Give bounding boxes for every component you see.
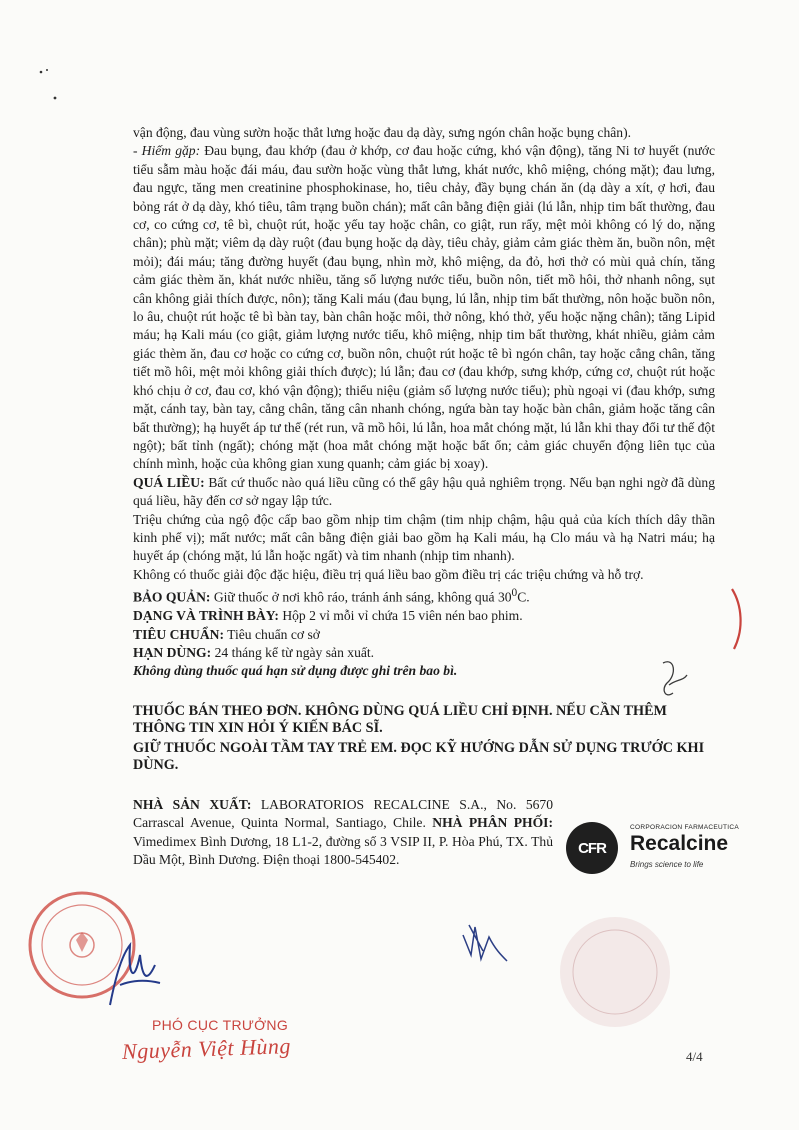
recalcine-logo — [566, 820, 740, 880]
rare-effects-paragraph: - Hiếm gặp: Đau bụng, đau khớp (đau ở khớp, cơ đau hoặc cứng, khó vận động), tăng Ni tơ huyết (nước tiểu sẫm màu hoặc đái máu, đau sườn hoặc vùng thắt lưng, khát nước, khô miệng, chóng mặt); đau lưng, đau ngực, tăng men creatinine phosphokinase, ho, tiêu chảy, đầy bụng chán ăn (dạ dày a xít, ợ hơi, đau bỏng rát ở dạ dày, khó tiêu, tâm trạng buồn chán); mất cân bằng điện giải (lú lẫn, nhịp tim bất thường, đau cơ, co cứng cơ, tê bì, chuột rút, hoặc yếu tay hoặc chân, co giật, run rẩy, mệt mỏi không có lý do, nặng chân); phù mặt; viêm dạ dày ruột (đau bụng hoặc dạ dày, tiêu chảy, giảm cảm giác thèm ăn, buồn nôn, mệt mỏi); đái máu; tăng đường huyết (đau bụng, nhìn mờ, khô miệng, da đỏ, hơi thở có mùi quả chín, tăng cảm giác thèm ăn, khát nước nhiều, tăng số lượng nước tiểu, buồn nôn, tiết mồ hôi, thở nhanh nông, sụt cân không giải thích được, nôn); tăng Kali máu (đau bụng, lú lẫn, nhịp tim bất thường, nôn hoặc buồn nôn, lo âu, chuột rút hoặc tê bì bàn tay, bàn chân hoặc môi, thở nông, khó thở, yếu hoặc nặng chân); tăng Lipid máu; hạ Kali máu (co giật, giảm lượng nước tiểu, khô miệng, nhịp tim bất thường, khát nhiều, giảm cảm giác thèm ăn, đau cơ hoặc co cứng cơ, buồn nôn, chuột rút hoặc tê bì ngón chân, tay hoặc cẳng chân, tăng tiết mồ hôi, mệt mỏi không giải thích được); lú lẫn; đau cơ (đau khớp, sưng khớp, cứng cơ, chuột rút hoặc khó chịu ở cơ, đau cơ, khó vận động); thiểu niệu (giảm số lượng nước tiểu); phù ngoại vi (đau khớp, sưng mặt, cánh tay, bàn tay, cẳng chân, tăng cân nhanh chóng, ngứa bàn tay hoặc bàn chân, giảm hoặc tăng cân bất thường); hạ huyết áp tư thế (rét run, vã mồ hôi, lú lẫn, hoa mắt chóng mặt, lú lẫn khi thay đổi tư thế đột ngột); bất tỉnh (ngất); chóng mặt (hoa mắt chóng mặt hoặc bất ổn; cảm giác chuyển động liên tục của chính mình, hoặc của không gian xung quanh; cảm giác bị xoay). — [133, 143, 715, 472]
handwritten-signature — [455, 915, 515, 975]
storage-paragraph: BẢO QUẢN: Giữ thuốc ở nơi khô ráo, tránh ánh sáng, không quá $30^0C$. — [133, 587, 530, 605]
expiry-paragraph: HẠN DÙNG: 24 tháng kể từ ngày sản xuất. — [133, 644, 375, 660]
storage-heading: BẢO QUẢN: — [133, 589, 211, 605]
antidote-text: Không có thuốc giải độc đặc hiệu, điều trị quá liều bao gồm điều trị các triệu chứng và hỗ trợ. — [133, 566, 644, 582]
standard-paragraph: TIÊU CHUẨN: Tiêu chuẩn cơ sở — [133, 626, 320, 642]
page-number: 4/4 — [686, 1049, 703, 1064]
logo-corporation-text: CORPORACION FARMACEUTICA — [630, 824, 740, 831]
adverse-effects-continuation: vận động, đau vùng sườn hoặc thắt lưng hoặc đau dạ dày, sưng ngón chân hoặc bụng chân). — [133, 125, 632, 140]
red-margin-mark — [728, 585, 748, 655]
logo-tagline: Brings science to life — [630, 860, 704, 869]
standard-heading: TIÊU CHUẨN: — [133, 626, 225, 642]
cfr-logo-mark: CFR — [566, 822, 618, 874]
prescription-warning: THUỐC BÁN THEO ĐƠN. KHÔNG DÙNG QUÁ LIỀU CHỈ ĐỊNH. NẾU CẦN THÊM THÔNG TIN XIN HỎI Ý KIẾN BÁC SĨ. — [133, 702, 667, 736]
stamp-title: PHÓ CỤC TRƯỞNG — [152, 1017, 289, 1033]
stamp-signatory-name: Nguyễn Việt Hùng — [121, 1033, 292, 1064]
children-warning: GIỮ THUỐC NGOÀI TẦM TAY TRẺ EM. ĐỌC KỸ HƯỚNG DẪN SỬ DỤNG TRƯỚC KHI DÙNG. — [133, 739, 705, 773]
manufacturer-block: NHÀ SẢN XUẤT: LABORATORIOS RECALCINE S.A., No. 5670 Carrascal Avenue, Quinta Normal, Santiago, Chile. NHÀ PHÂN PHỐI: Vimedimex Bình Dương, 18 L1-2, đường số 3 VSIP II, P. Hòa Phú, TX. Thủ Dầu Một, Bình Dương. Điện thoại 1800-545402. — [133, 796, 554, 867]
blue-signature — [100, 935, 170, 1015]
rare-effects-label: Hiếm gặp: — [141, 143, 201, 159]
overdose-paragraph: QUÁ LIỀU: Bất cứ thuốc nào quá liều cũng có thể gây hậu quả nghiêm trọng. Nếu bạn nghi ngờ đã dùng quá liều, hãy đến cơ sở ngay lập tức. — [133, 474, 715, 509]
expiry-heading: HẠN DÙNG: — [133, 644, 212, 660]
faint-stamp — [555, 912, 675, 1032]
logo-brand-name: Recalcine — [630, 832, 729, 855]
expiry-note: Không dùng thuốc quá hạn sử dụng được ghi trên bao bì. — [133, 663, 458, 679]
initials-signature — [655, 655, 695, 705]
overdose-symptoms: Triệu chứng của ngộ độc cấp bao gồm nhịp tim chậm (tim nhịp chậm, hậu quả của kích thích dây thần kinh phế vị); mất nước; mất cân bằng điện giải bao gồm hạ Kali máu, hạ Clo máu và hạ Natri máu; hạ huyết áp (chóng mặt, lú lẫn hoặc ngất) và tim nhanh (nhịp tim nhanh). — [133, 511, 715, 564]
leaflet-content — [133, 124, 715, 869]
dosage-form-heading: DẠNG VÀ TRÌNH BÀY: — [133, 608, 279, 624]
dosage-form-paragraph: DẠNG VÀ TRÌNH BÀY: Hộp 2 vỉ mỗi vỉ chứa 15 viên nén bao phim. — [133, 608, 523, 624]
manufacturer-heading: NHÀ SẢN XUẤT: — [133, 796, 252, 812]
distributor-heading: NHÀ PHÂN PHỐI: — [432, 815, 553, 831]
overdose-heading: QUÁ LIỀU: — [133, 474, 205, 490]
scan-specks — [33, 62, 63, 112]
